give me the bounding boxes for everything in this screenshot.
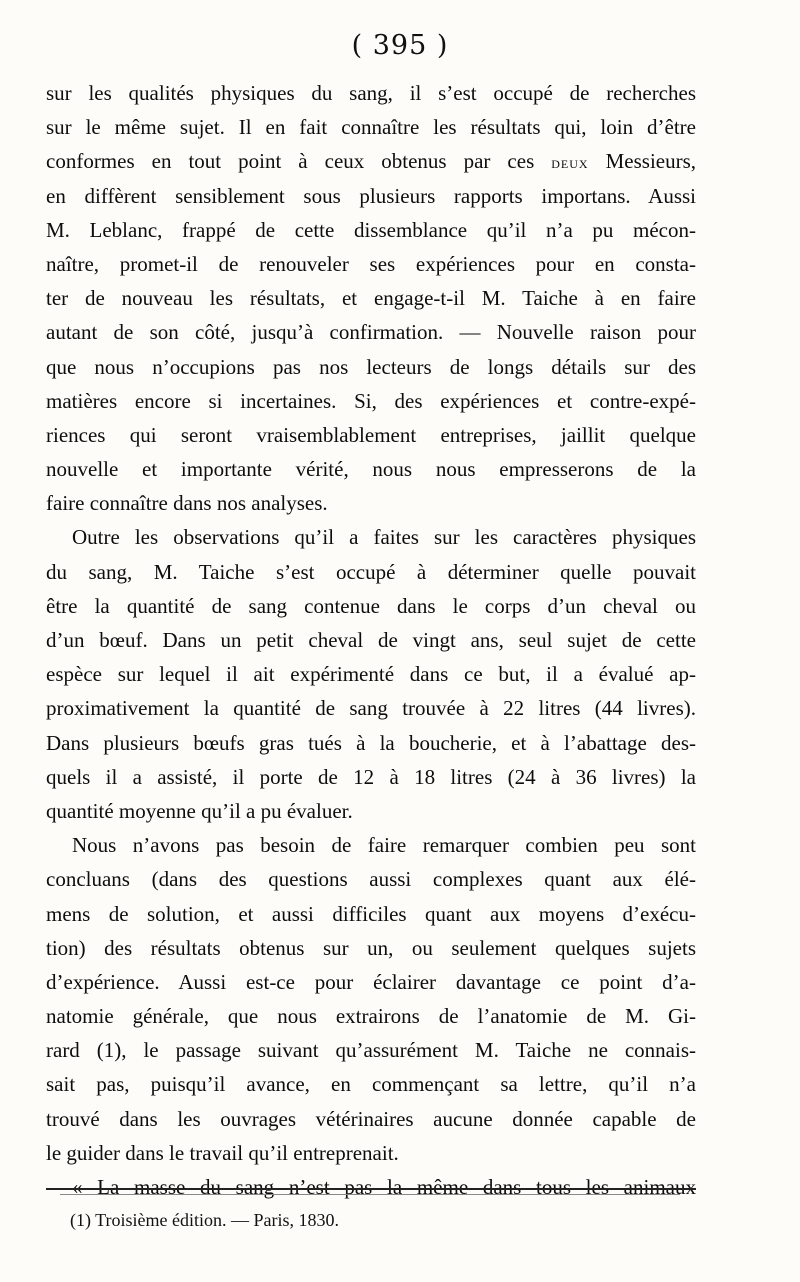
text-line: proximativement la quantité de sang trouvée à 22 litres (44 livres). <box>46 696 696 721</box>
text-line: Dans plusieurs bœufs gras tués à la boucherie, et à l’abattage des- <box>46 730 696 755</box>
text-line: d’un bœuf. Dans un petit cheval de vingt ans, seul sujet de cette <box>46 628 696 652</box>
text-line: faire connaître dans nos analyses. <box>46 491 328 516</box>
text-line: matières encore si incertaines. Si, des expériences et contre-expé- <box>46 388 696 413</box>
text-line: que nous n’occupions pas nos lecteurs de longs détails sur des <box>46 354 696 379</box>
text-line: nouvelle et importante vérité, nous nous empresserons de la <box>46 457 696 482</box>
page-number: ( 395 ) <box>351 30 449 61</box>
text-line: « La masse du sang n’est pas la même dans tous les animaux <box>72 1175 696 1199</box>
text-line: concluans (dans des questions aussi complexes quant aux élé- <box>46 867 696 892</box>
text-line: sur le même sujet. Il en fait connaître les résultats qui, loin d’être <box>46 115 696 140</box>
text-line: du sang, M. Taiche s’est occupé à déterminer quelle pouvait <box>46 559 696 584</box>
text-line: quantité moyenne qu’il a pu évaluer. <box>46 798 353 823</box>
text-line <box>46 144 696 178</box>
footnote-rule <box>46 1188 696 1190</box>
text-line: Outre les observations qu’il a faites sur les caractères physiques <box>72 525 696 550</box>
text-line: sait pas, puisqu’il avance, en commençant sa lettre, qu’il n’a <box>46 1072 696 1097</box>
text-line: tion) des résultats obtenus sur un, ou seulement quelques sujets <box>46 935 696 960</box>
smallcaps-word: deux <box>551 152 589 173</box>
text-line: mens de solution, et aussi difficiles quant aux moyens d’exécu- <box>46 901 696 926</box>
text-line: natomie générale, que nous extrairons de l’anatomie de M. Gi- <box>46 1004 696 1029</box>
text-line: autant de son côté, jusqu’à confirmation. — Nouvelle raison pour <box>46 320 696 345</box>
text-line: naître, promet-il de renouveler ses expériences pour en consta- <box>46 251 696 276</box>
text-line: riences qui seront vraisemblablement entreprises, jaillit quelque <box>46 422 696 447</box>
text-line: Nous n’avons pas besoin de faire remarquer combien peu sont <box>72 833 696 858</box>
text-line: M. Leblanc, frappé de cette dissemblance qu’il n’a pu mécon- <box>46 217 696 242</box>
text-fragment: conformes en tout point à ceux obtenus par ces <box>46 149 535 174</box>
text-line: d’expérience. Aussi est-ce pour éclairer davantage ce point d’a- <box>46 969 696 994</box>
text-line: sur les qualités physiques du sang, il s’est occupé de recherches <box>46 81 696 105</box>
text-fragment: Messieurs, <box>605 149 697 174</box>
text-line: ter de nouveau les résultats, et engage-t-il M. Taiche à en faire <box>46 286 696 311</box>
footnote-rule-thin <box>60 1194 680 1195</box>
text-line: trouvé dans les ouvrages vétérinaires aucune donnée capable de <box>46 1106 696 1131</box>
text-line: quels il a assisté, il porte de 12 à 18 litres (24 à 36 livres) la <box>46 764 696 789</box>
text-line: en diffèrent sensiblement sous plusieurs rapports importans. Aussi <box>46 183 696 208</box>
text-line: espèce sur lequel il ait expérimenté dans ce but, il a évalué ap- <box>46 662 696 687</box>
text-line: le guider dans le travail qu’il entreprenait. <box>46 1140 399 1165</box>
body-text <box>46 76 696 1204</box>
footnote: (1) Troisième édition. — Paris, 1830. <box>70 1210 339 1230</box>
text-line: être la quantité de sang contenue dans le corps d’un cheval ou <box>46 593 696 618</box>
text-line: rard (1), le passage suivant qu’assurément M. Taiche ne connais- <box>46 1038 696 1063</box>
